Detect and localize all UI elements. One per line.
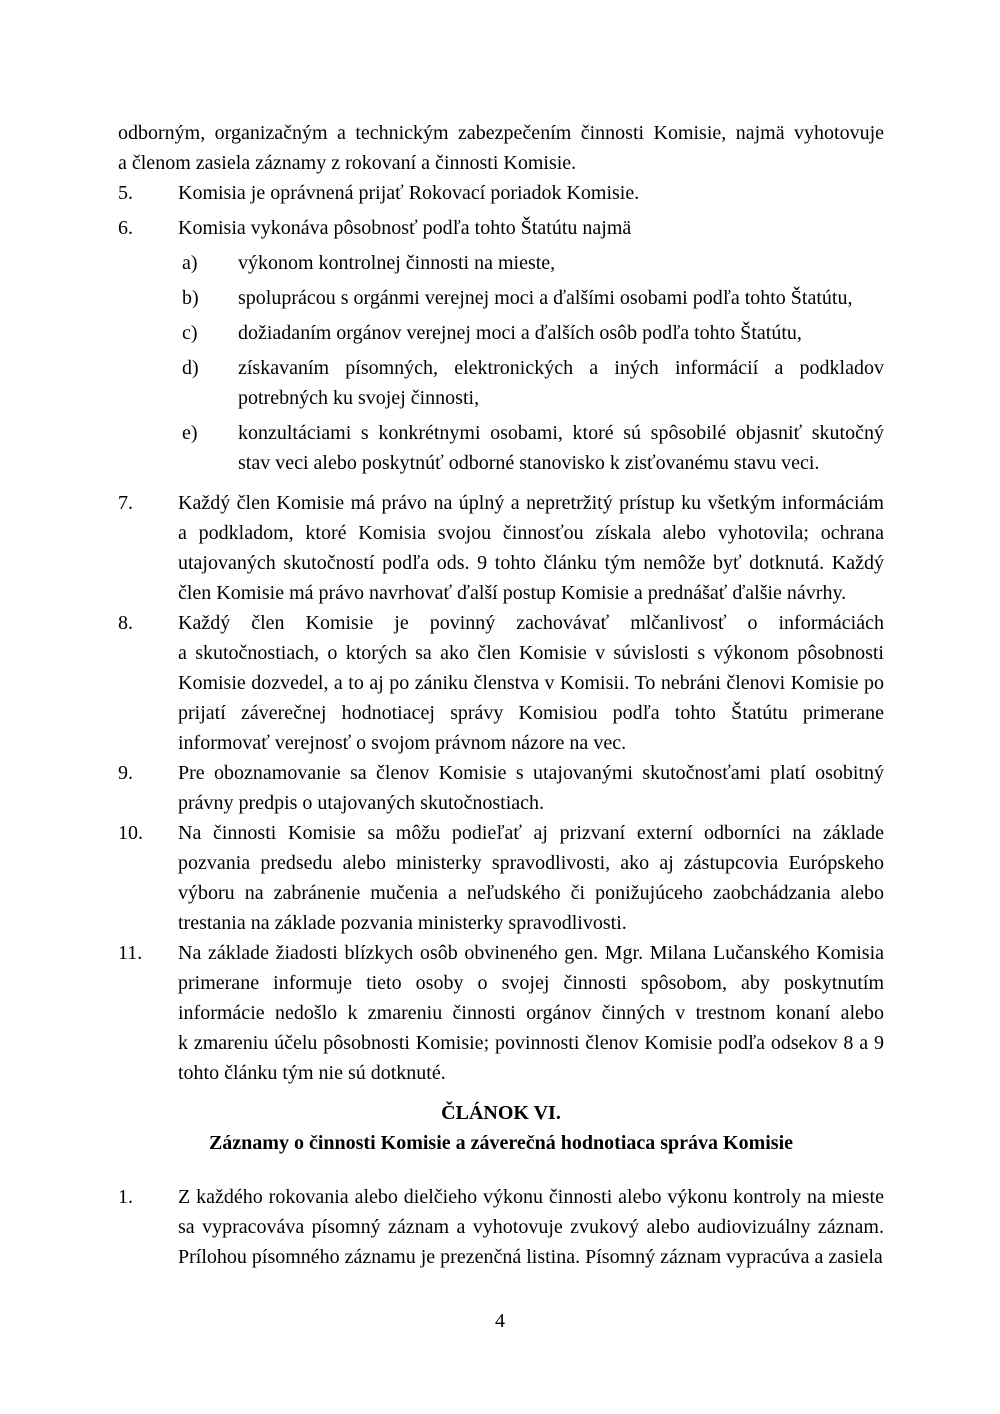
numbered-list bbox=[118, 178, 884, 483]
list-item-number: 7. bbox=[118, 492, 133, 514]
article-subtitle: Záznamy o činnosti Komisie a záverečná hodnotiaca správa Komisie bbox=[208, 1132, 794, 1154]
list-item bbox=[118, 608, 884, 758]
continuation-paragraph: odborným, organizačným a technickým zabezpečením činnosti Komisie, najmä vyhotovuje a členom zasiela záznamy z rokovaní a činnosti Komisie. bbox=[118, 122, 884, 174]
sublist-item bbox=[178, 283, 884, 313]
list-item bbox=[118, 178, 884, 208]
sublist-item-letter: d) bbox=[182, 357, 199, 379]
sublist-item-text: konzultáciami s konkrétnymi osobami, ktoré sú spôsobilé objasniť skutočný stav veci alebo poskytnúť odborné stanovisko k zisťovanému stavu veci. bbox=[238, 422, 884, 474]
list-item-text: Komisia je oprávnená prijať Rokovací poriadok Komisie. bbox=[178, 182, 640, 204]
sublist-item-text: získavaním písomných, elektronických a iných informácií a podkladov potrebných ku svojej činnosti, bbox=[238, 357, 884, 409]
list-item-text: Komisia vykonáva pôsobnosť podľa tohto Štatútu najmä bbox=[178, 217, 632, 239]
sublist-item-text: výkonom kontrolnej činnosti na mieste, bbox=[238, 252, 556, 274]
list-item bbox=[118, 938, 884, 1088]
sublist-item-letter: c) bbox=[182, 322, 198, 344]
sublist-item bbox=[178, 318, 884, 348]
list-item-text: Z každého rokovania alebo dielčieho výkonu činnosti alebo výkonu kontroly na mieste sa vypracováva písomný záznam a vyhotovuje zvukový alebo audiovizuálny záznam. Prílohou písomného záznamu je prezenčná listina. Písomný záznam vypracúva a zasiela bbox=[178, 1186, 884, 1268]
numbered-list bbox=[118, 488, 884, 1088]
list-item-text: Každý člen Komisie má právo na úplný a nepretržitý prístup ku všetkým informáciám a podkladom, ktoré Komisia svojou činnosťou získala alebo vyhotovila; ochrana utajovaných skutočností podľa ods. 9 tohto článku tým nemôže byť dotknutá. Každý člen Komisie má právo navrhovať ďalší postup Komisie a prednášať ďalšie návrhy. bbox=[178, 492, 884, 604]
list-item-number: 11. bbox=[118, 942, 143, 964]
list-item-number: 6. bbox=[118, 217, 133, 239]
list-item-text: Na činnosti Komisie sa môžu podieľať aj prizvaní externí odborníci na základe pozvania predsedu alebo ministerky spravodlivosti, ako aj zástupcovia Európskeho výboru na zabránenie mučenia a neľudského či ponižujúceho zaobchádzania alebo trestania na základe pozvania ministerky spravodlivosti. bbox=[178, 822, 884, 934]
sublist-item-letter: b) bbox=[182, 287, 199, 309]
list-item-body bbox=[178, 213, 884, 483]
page-number: 4 bbox=[495, 1310, 505, 1332]
list-item-number: 5. bbox=[118, 182, 133, 204]
list-item-text: Na základe žiadosti blízkych osôb obvineného gen. Mgr. Milana Lučanského Komisia primerane informuje tieto osoby o svojej činnosti spôsobom, aby poskytnutím informácie nedošlo k zmareniu činnosti orgánov činných v trestnom konaní alebo k zmareniu účelu pôsobnosti Komisie; povinnosti členov Komisie podľa odsekov 8 a 9 tohto článku tým nie sú dotknuté. bbox=[178, 942, 884, 1084]
sublist-item-letter: a) bbox=[182, 252, 198, 274]
list-item-number: 10. bbox=[118, 822, 143, 844]
article-heading bbox=[118, 1098, 884, 1158]
list-item-text: Pre oboznamovanie sa členov Komisie s utajovanými skutočnosťami platí osobitný právny predpis o utajovaných skutočnostiach. bbox=[178, 762, 884, 814]
list-item bbox=[118, 758, 884, 818]
sublist-item-text: dožiadaním orgánov verejnej moci a ďalších osôb podľa tohto Štatútu, bbox=[238, 322, 802, 344]
list-item-number: 8. bbox=[118, 612, 133, 634]
sublist-item bbox=[178, 248, 884, 278]
list-item bbox=[118, 1182, 884, 1272]
sublist-item-text: spoluprácou s orgánmi verejnej moci a ďalšími osobami podľa tohto Štatútu, bbox=[238, 287, 853, 309]
list-item-text: Každý člen Komisie je povinný zachovávať mlčanlivosť o informáciách a skutočnostiach, o ktorých sa ako člen Komisie v súvislosti s výkonom pôsobnosti Komisie dozvedel, a to aj po zániku členstva v Komisii. To nebráni členovi Komisie po prijatí záverečnej hodnotiacej správy Komisiou podľa tohto Štatútu primerane informovať verejnosť o svojom právnom názore na vec. bbox=[178, 612, 884, 754]
sublist-item bbox=[178, 418, 884, 478]
sublist-item bbox=[178, 353, 884, 413]
list-item-number: 9. bbox=[118, 762, 133, 784]
numbered-list bbox=[118, 1182, 884, 1272]
list-item-number: 1. bbox=[118, 1186, 133, 1208]
list-item bbox=[118, 488, 884, 608]
document-content bbox=[118, 118, 884, 1272]
list-item bbox=[118, 213, 884, 483]
list-item bbox=[118, 818, 884, 938]
article-title: ČLÁNOK VI. bbox=[441, 1102, 561, 1124]
sublist-item-letter: e) bbox=[182, 422, 198, 444]
